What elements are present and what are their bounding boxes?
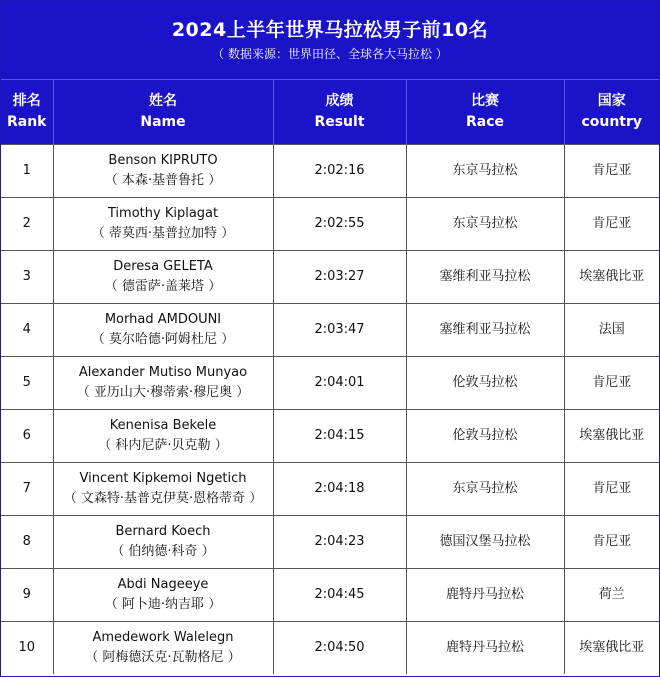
table-row: [1, 569, 659, 622]
name-cell: [53, 198, 273, 251]
result-cell: 2:04:23: [273, 516, 406, 569]
header-race: 比赛 Race: [406, 80, 564, 145]
header-name: 姓名 Name: [53, 80, 273, 145]
name-en: Benson KIPRUTO: [108, 153, 218, 168]
table-header-row: [1, 80, 659, 145]
country-cell: 埃塞俄比亚: [564, 622, 659, 675]
header-result: 成绩 Result: [273, 80, 406, 145]
name-en: Timothy Kiplagat: [107, 206, 219, 221]
name-cell: [53, 304, 273, 357]
race-cell: 鹿特丹马拉松: [406, 569, 564, 622]
rank-cell: 1: [1, 145, 53, 198]
race-cell: 伦敦马拉松: [406, 410, 564, 463]
name-cn: （ 莫尔哈德·阿姆杜尼 ）: [91, 332, 235, 347]
rank-cell: 8: [1, 516, 53, 569]
table-row: [1, 463, 659, 516]
name-cell: [53, 251, 273, 304]
header-rank: 排名 Rank: [1, 80, 53, 145]
ranking-table: [1, 79, 659, 674]
table-row: [1, 145, 659, 198]
table-row: [1, 198, 659, 251]
table-row: [1, 251, 659, 304]
result-cell: 2:03:47: [273, 304, 406, 357]
country-cell: 法国: [564, 304, 659, 357]
result-cell: 2:04:18: [273, 463, 406, 516]
name-cell: [53, 516, 273, 569]
table-row: [1, 516, 659, 569]
race-cell: 东京马拉松: [406, 198, 564, 251]
data-source-note: （ 数据来源：世界田径、全球各大马拉松 ）: [212, 47, 448, 61]
name-cell: [53, 622, 273, 675]
name-en: Abdi Nageeye: [117, 577, 209, 592]
title-bar: [1, 1, 659, 79]
table-row: [1, 304, 659, 357]
name-cn: （ 科内尼萨·贝克勒 ）: [98, 438, 228, 453]
name-cell: [53, 410, 273, 463]
result-cell: 2:04:50: [273, 622, 406, 675]
result-cell: 2:03:27: [273, 251, 406, 304]
name-cell: [53, 357, 273, 410]
table-row: [1, 357, 659, 410]
country-cell: 肯尼亚: [564, 357, 659, 410]
name-en: Deresa GELETA: [113, 259, 213, 274]
name-cn: （ 伯纳德·科奇 ）: [111, 544, 215, 559]
name-cn: （ 阿梅德沃克·瓦勒格尼 ）: [85, 650, 241, 665]
country-cell: 肯尼亚: [564, 198, 659, 251]
name-cell: [53, 463, 273, 516]
race-cell: 伦敦马拉松: [406, 357, 564, 410]
name-en: Alexander Mutiso Munyao: [78, 365, 248, 380]
result-cell: 2:02:55: [273, 198, 406, 251]
name-en: Kenenisa Bekele: [109, 418, 217, 433]
name-en: Morhad AMDOUNI: [104, 312, 222, 327]
table-row: [1, 622, 659, 675]
name-en: Vincent Kipkemoi Ngetich: [79, 471, 247, 486]
name-cell: [53, 145, 273, 198]
result-cell: 2:04:15: [273, 410, 406, 463]
rank-cell: 3: [1, 251, 53, 304]
race-cell: 东京马拉松: [406, 463, 564, 516]
race-cell: 鹿特丹马拉松: [406, 622, 564, 675]
page-title: 2024上半年世界马拉松男子前10名: [171, 19, 489, 41]
country-cell: 肯尼亚: [564, 516, 659, 569]
rank-cell: 2: [1, 198, 53, 251]
result-cell: 2:04:45: [273, 569, 406, 622]
rank-cell: 10: [1, 622, 53, 675]
race-cell: 塞维利亚马拉松: [406, 251, 564, 304]
name-cn: （ 本森·基普鲁托 ）: [104, 173, 222, 188]
rank-cell: 4: [1, 304, 53, 357]
result-cell: 2:04:01: [273, 357, 406, 410]
country-cell: 埃塞俄比亚: [564, 251, 659, 304]
rank-cell: 9: [1, 569, 53, 622]
name-cn: （ 亚历山大·穆蒂索·穆尼奥 ）: [76, 385, 250, 400]
rank-cell: 5: [1, 357, 53, 410]
name-cn: （ 蒂莫西·基普拉加特 ）: [91, 226, 235, 241]
country-cell: 埃塞俄比亚: [564, 410, 659, 463]
name-cell: [53, 569, 273, 622]
country-cell: 肯尼亚: [564, 145, 659, 198]
race-cell: 德国汉堡马拉松: [406, 516, 564, 569]
name-cn: （ 德雷萨·盖莱塔 ）: [104, 279, 222, 294]
name-en: Amedework Walelegn: [92, 630, 234, 645]
result-cell: 2:02:16: [273, 145, 406, 198]
race-cell: 东京马拉松: [406, 145, 564, 198]
country-cell: 肯尼亚: [564, 463, 659, 516]
name-cn: （ 阿卜迪·纳吉耶 ）: [104, 597, 222, 612]
name-cn: （ 文森特·基普克伊莫·恩格蒂奇 ）: [63, 491, 263, 506]
race-cell: 塞维利亚马拉松: [406, 304, 564, 357]
name-en: Bernard Koech: [115, 524, 211, 539]
header-country: 国家 country: [564, 80, 659, 145]
rank-cell: 6: [1, 410, 53, 463]
country-cell: 荷兰: [564, 569, 659, 622]
rank-cell: 7: [1, 463, 53, 516]
table-row: [1, 410, 659, 463]
